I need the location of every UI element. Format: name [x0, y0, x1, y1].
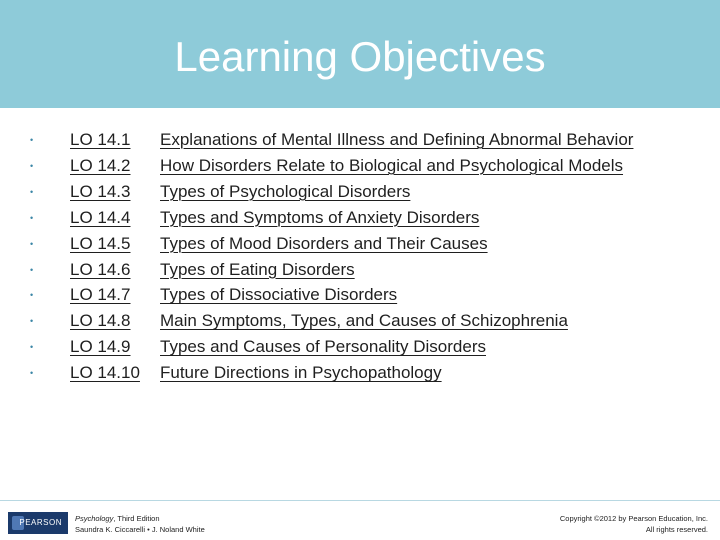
objective-row — [0, 130, 720, 156]
bullet-icon: • — [30, 264, 34, 275]
objective-text: Explanations of Mental Illness and Defining Abnormal Behavior — [160, 130, 634, 149]
objective-code: LO 14.6 — [70, 259, 131, 279]
book-edition: , Third Edition — [113, 514, 160, 523]
objective-text: Main Symptoms, Types, and Causes of Schizophrenia — [160, 311, 568, 331]
objective-row — [0, 260, 720, 286]
objective-code: LO 14.2 — [70, 155, 131, 175]
bullet-icon: • — [30, 186, 34, 197]
copyright-notice: Copyright ©2012 by Pearson Education, Inc. — [559, 514, 708, 523]
objective-text: Types and Causes of Personality Disorders — [160, 337, 486, 357]
objective-text: Types of Mood Disorders and Their Causes — [160, 233, 488, 253]
bullet-icon: • — [30, 368, 34, 379]
objective-text: Types of Psychological Disorders — [160, 181, 411, 201]
objective-row — [0, 156, 720, 182]
objective-text: Types and Symptoms of Anxiety Disorders — [160, 207, 480, 227]
book-citation — [75, 514, 160, 523]
rights-notice: All rights reserved. — [645, 525, 708, 534]
objective-text: How Disorders Relate to Biological and Psychological Models — [160, 155, 624, 175]
objective-code: LO 14.10 — [70, 363, 140, 383]
title-banner — [0, 0, 720, 108]
objective-code: LO 14.5 — [70, 233, 131, 253]
objective-code: LO 14.1 — [70, 130, 131, 149]
objective-row — [0, 208, 720, 234]
objective-row — [0, 182, 720, 208]
objective-text: Future Directions in Psychopathology — [160, 363, 442, 383]
objective-text: Types of Dissociative Disorders — [160, 285, 398, 305]
bullet-icon: • — [30, 212, 34, 223]
bullet-icon: • — [30, 135, 34, 145]
book-authors: Saundra K. Ciccarelli • J. Noland White — [75, 525, 205, 534]
objective-code: LO 14.3 — [70, 181, 131, 201]
objective-code: LO 14.9 — [70, 337, 131, 357]
objective-code: LO 14.8 — [70, 311, 131, 331]
bullet-icon: • — [30, 290, 34, 301]
objective-row — [0, 285, 720, 311]
bullet-icon: • — [30, 160, 34, 171]
objective-row — [0, 234, 720, 260]
bullet-icon: • — [30, 316, 34, 327]
objective-row — [0, 311, 720, 337]
bullet-icon: • — [30, 342, 34, 353]
book-title: Psychology — [75, 514, 114, 523]
objective-row — [0, 337, 720, 363]
objective-code: LO 14.4 — [70, 207, 131, 227]
bullet-icon: • — [30, 238, 34, 249]
pearson-logo-text: PEARSON — [19, 518, 62, 527]
pearson-logo — [8, 512, 68, 534]
objective-text: Types of Eating Disorders — [160, 259, 355, 279]
slide-title: Learning Objectives — [174, 33, 546, 80]
footer-divider — [0, 500, 720, 501]
objective-row — [0, 363, 720, 389]
objective-code: LO 14.7 — [70, 285, 131, 305]
